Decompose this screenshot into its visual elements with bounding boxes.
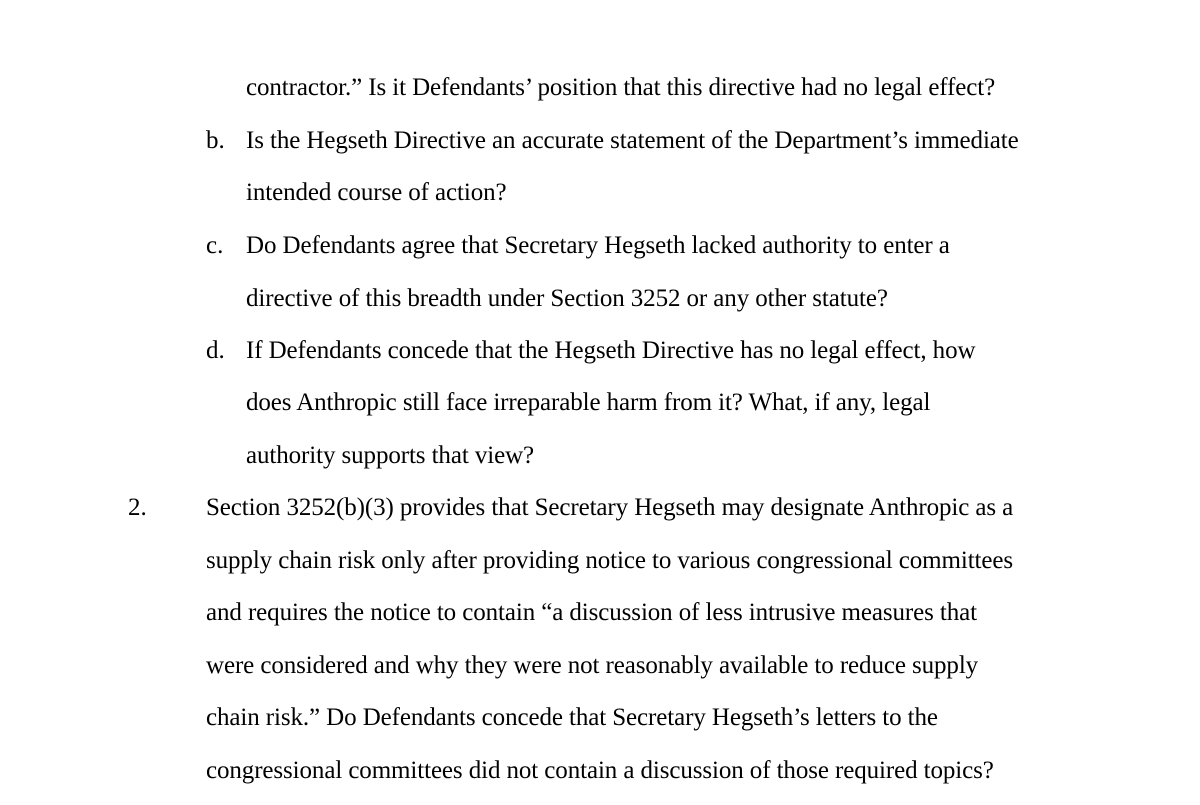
subitem-d-line-1: If Defendants concede that the Hegseth Directive has no legal effect, how	[246, 337, 976, 364]
subitem-c-line-1: Do Defendants agree that Secretary Hegseth lacked authority to enter a	[246, 232, 950, 259]
paragraph-2-line-2: supply chain risk only after providing notice to various congressional committees	[206, 547, 1014, 574]
paragraph-2-line-5: chain risk.” Do Defendants concede that Secretary Hegseth’s letters to the	[206, 704, 938, 731]
subitem-b-line-2: intended course of action?	[246, 179, 507, 206]
subitem-d-line-3: authority supports that view?	[246, 442, 535, 469]
subitem-d-line-2: does Anthropic still face irreparable harm from it? What, if any, legal	[246, 389, 931, 416]
paragraph-2-number: 2.	[128, 494, 147, 521]
subitem-c-line-2: directive of this breadth under Section 3252 or any other statute?	[246, 285, 888, 312]
subitem-a-continuation-line: contractor.” Is it Defendants’ position that this directive had no legal effect?	[246, 74, 996, 101]
paragraph-2-line-6: congressional committees did not contain a discussion of those required topics?	[206, 757, 994, 784]
subitem-c-marker: c.	[206, 232, 224, 259]
subitem-d-marker: d.	[206, 337, 225, 364]
paragraph-2-line-1: Section 3252(b)(3) provides that Secretary Hegseth may designate Anthropic as a	[206, 494, 1014, 521]
paragraph-2-line-4: were considered and why they were not reasonably available to reduce supply	[206, 652, 979, 679]
subitem-b-marker: b.	[206, 127, 225, 154]
subitem-b-line-1: Is the Hegseth Directive an accurate statement of the Department’s immediate	[246, 127, 1019, 154]
paragraph-2-line-3: and requires the notice to contain “a discussion of less intrusive measures that	[206, 599, 977, 626]
